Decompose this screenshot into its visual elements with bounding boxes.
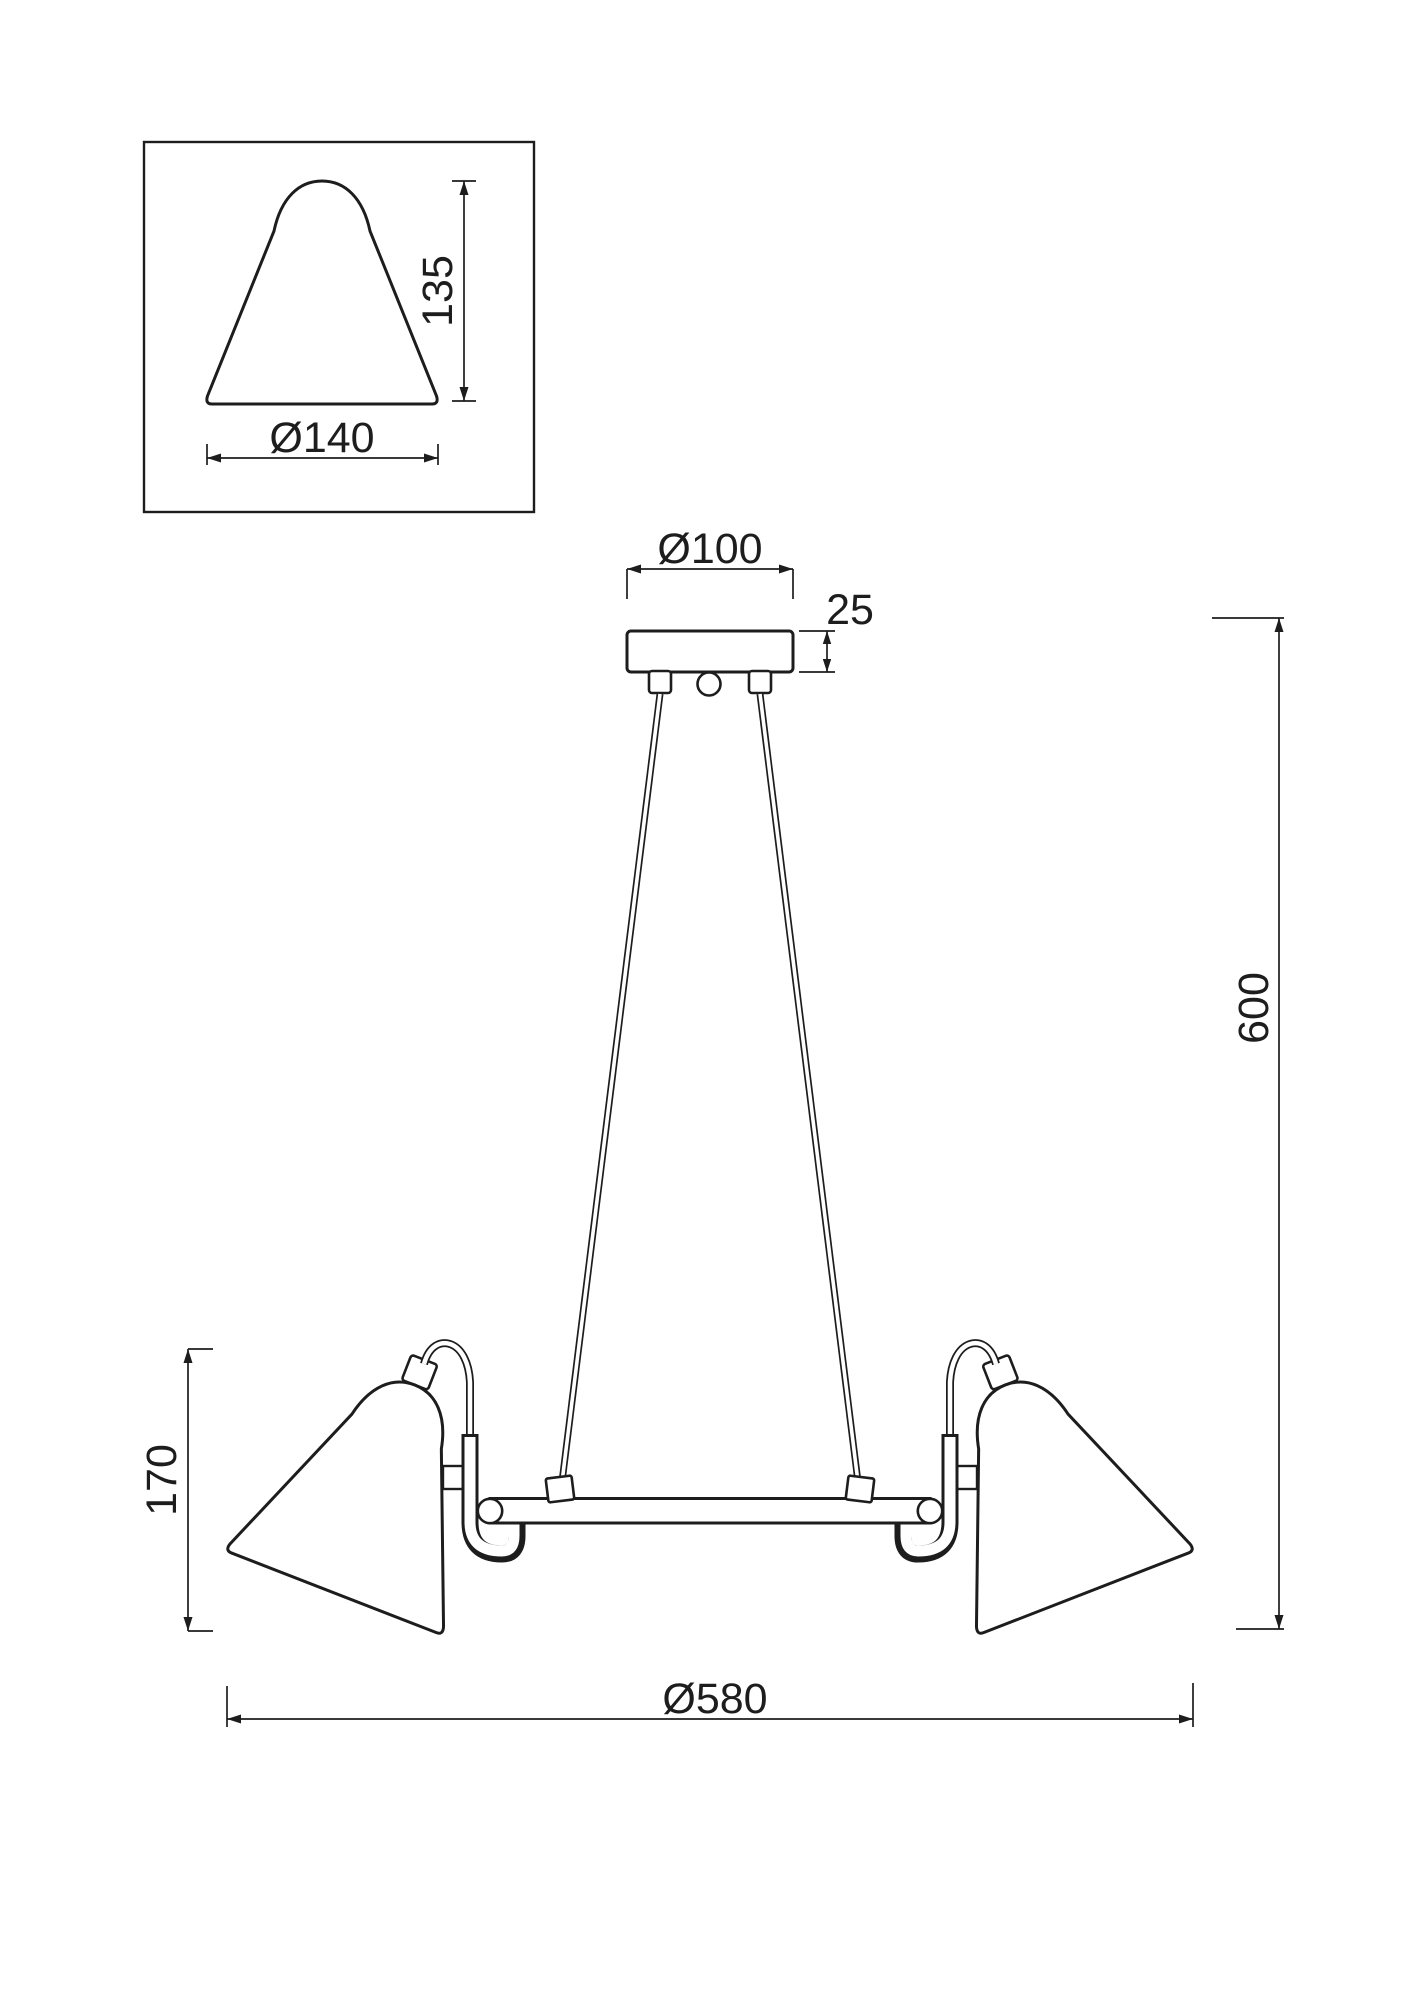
bar-end-ball-right: [918, 1499, 942, 1523]
dim-overall-height: [1212, 618, 1284, 1629]
dim-canopy-diameter-label: Ø100: [657, 525, 763, 573]
detail-view: [144, 142, 534, 512]
dim-shade-height-label: 135: [414, 255, 462, 327]
dim-assembly-height-label: 170: [138, 1444, 186, 1516]
canopy-wire-grip-right: [749, 671, 771, 693]
dim-assembly-height: [138, 1349, 213, 1631]
dim-overall-diameter: [227, 1675, 1193, 1727]
dim-canopy-height-label: 25: [826, 586, 874, 634]
left-suspension-wire: [546, 694, 660, 1502]
ceiling-canopy: [627, 631, 793, 672]
right-suspension-wire: [760, 694, 874, 1502]
bar-end-ball-left: [478, 1499, 502, 1523]
dim-overall-diameter-label: Ø580: [662, 1675, 768, 1723]
right-arm-assembly: [888, 1318, 1193, 1634]
main-view: [138, 525, 1284, 1727]
canopy-center-knob: [698, 673, 721, 696]
dim-canopy-diameter: [627, 525, 793, 599]
dim-shade-diameter-label: Ø140: [269, 414, 375, 462]
dim-canopy-height: [799, 586, 874, 672]
left-arm-assembly: [227, 1318, 532, 1634]
dim-overall-height-label: 600: [1230, 972, 1278, 1044]
canopy-wire-grip-left: [649, 671, 671, 693]
